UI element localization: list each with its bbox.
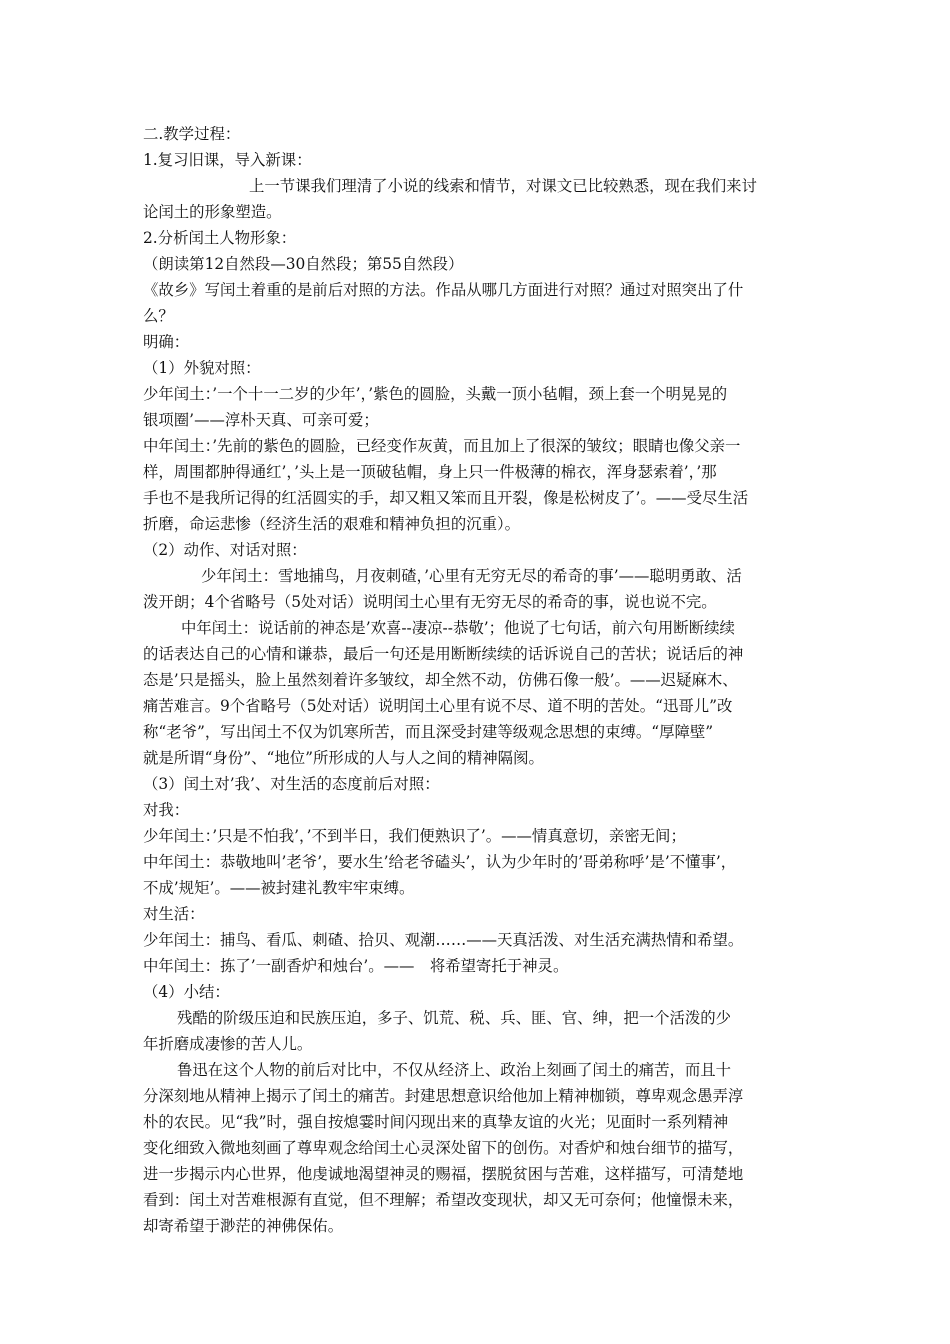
paragraph-line: 折磨，命运悲惨（经济生活的艰难和精神负担的沉重）。	[143, 515, 521, 533]
subheading-review: 1.复习旧课，导入新课：	[143, 151, 312, 169]
paragraph-line: 鲁迅在这个人物的前后对比中，不仅从经济上、政治上刻画了闰土的痛苦，而且十	[177, 1061, 732, 1079]
subheading-analysis: 2.分析闰土人物形象：	[143, 229, 297, 247]
paragraph-line: 却寄希望于渺茫的神佛保佑。	[143, 1217, 344, 1235]
paragraph-line: 少年闰土：’只是不怕我’，’不到半日，我们便熟识了’。——情真意切，亲密无间；	[143, 827, 686, 845]
paragraph-line: 少年闰土：捕鸟、看瓜、刺碴、拾贝、观潮……——天真活泼、对生活充满热情和希望。	[143, 931, 744, 949]
paragraph-line: 明确：	[143, 333, 190, 351]
paragraph-line: 《故乡》写闰土着重的是前后对照的方法。作品从哪几方面进行对照？通过对照突出了什	[143, 281, 744, 299]
paragraph-line: 就是所谓“身份”、“地位”所形成的人与人之间的精神隔阂。	[143, 749, 544, 767]
paragraph-line: 朴的农民。见“我”时，强自按熄霎时间闪现出来的真挚友谊的火光；见面时一系列精神	[143, 1113, 729, 1131]
section-heading: 二.教学过程：	[143, 125, 241, 143]
paragraph-line: 分深刻地从精神上揭示了闰土的痛苦。封建思想意识给他加上精神枷锁，尊卑观念愚弄淳	[143, 1087, 744, 1105]
paragraph-line: 看到：闰土对苦难根源有直觉，但不理解；希望改变现状，却又无可奈何；他憧憬未来，	[143, 1191, 744, 1209]
paragraph-line: 论闰土的形象塑造。	[143, 203, 282, 221]
paragraph-line: 残酷的阶级压迫和民族压迫，多子、饥荒、税、兵、匪、官、绅，把一个活泼的少	[177, 1009, 732, 1027]
paragraph-line: 年折磨成凄惨的苦人儿。	[143, 1035, 313, 1053]
paragraph-line: （朗读第12自然段—30自然段；第55自然段）	[143, 255, 464, 273]
paragraph-line: 手也不是我所记得的红活圆实的手，却又粗又笨而且开裂，像是松树皮了’。——受尽生活	[143, 489, 749, 507]
paragraph-line: 银项圈’——淳朴天真、可亲可爱；	[143, 411, 379, 429]
paragraph-line: 泼开朗；4个省略号（5处对话）说明闰土心里有无穷无尽的希奇的事，说也说不完。	[143, 593, 717, 611]
paragraph-line: 中年闰土：拣了’一副香炉和烛台’。—— 将希望寄托于神灵。	[143, 957, 569, 975]
paragraph-line: 样，周围都肿得通红’，’头上是一顶破毡帽，身上只一件极薄的棉衣，浑身瑟索着’，’那	[143, 463, 717, 481]
paragraph-line: 进一步揭示内心世界，他虔诚地渴望神灵的赐福，摆脱贫困与苦难，这样描写，可清楚地	[143, 1165, 744, 1183]
paragraph-line: 的话表达自己的心情和谦恭，最后一句还是用断断续续的话诉说自己的苦状；说话后的神	[143, 645, 744, 663]
paragraph-line: 痛苦难言。9个省略号（5处对话）说明闰土心里有说不尽、道不明的苦处。“迅哥儿”改	[143, 697, 733, 715]
subheading-to-life: 对生活：	[143, 905, 205, 923]
item-heading: （4）小结：	[143, 983, 230, 1001]
item-heading: （2）动作、对话对照：	[143, 541, 307, 559]
paragraph-line: 上一节课我们理清了小说的线索和情节，对课文已比较熟悉，现在我们来讨	[249, 177, 757, 195]
paragraph-line: 么？	[143, 307, 174, 325]
paragraph-line: 少年闰土：雪地捕鸟，月夜刺碴，’心里有无穷无尽的希奇的事’——聪明勇敢、活	[201, 567, 742, 585]
item-heading: （1）外貌对照：	[143, 359, 261, 377]
item-heading: （3）闰土对’我’、对生活的态度前后对照：	[143, 775, 440, 793]
paragraph-line: 中年闰土：说话前的神态是’欢喜--凄凉--恭敬’；他说了七句话，前六句用断断续续	[181, 619, 735, 637]
paragraph-line: 中年闰土：恭敬地叫’老爷’，要水生’给老爷磕头’，认为少年时的’哥弟称呼’是’不懂事’，	[143, 853, 737, 871]
paragraph-line: 少年闰土：’一个十一二岁的少年’，’紫色的圆脸，头戴一顶小毡帽，颈上套一个明晃晃的	[143, 385, 728, 403]
paragraph-line: 不成’规矩’。——被封建礼教牢牢束缚。	[143, 879, 415, 897]
paragraph-line: 变化细致入微地刻画了尊卑观念给闰土心灵深处留下的创伤。对香炉和烛台细节的描写，	[143, 1139, 744, 1157]
document-body	[143, 121, 811, 1239]
paragraph-line: 称“老爷”，写出闰土不仅为饥寒所苦，而且深受封建等级观念思想的束缚。“厚障壁”	[143, 723, 714, 741]
paragraph-line: 中年闰土：’先前的紫色的圆脸，已经变作灰黄，而且加上了很深的皱纹；眼睛也像父亲一	[143, 437, 741, 455]
subheading-to-me: 对我：	[143, 801, 190, 819]
paragraph-line: 态是’只是摇头，脸上虽然刻着许多皱纹，却全然不动，仿佛石像一般’。——迟疑麻木、	[143, 671, 738, 689]
